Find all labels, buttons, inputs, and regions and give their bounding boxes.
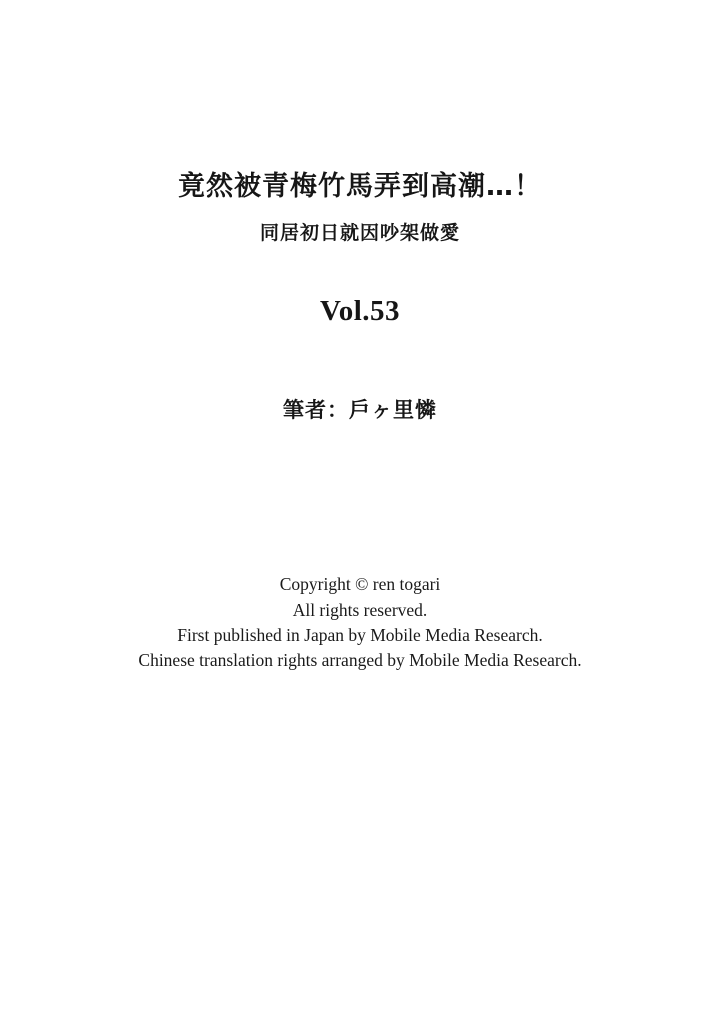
first-published-line: First published in Japan by Mobile Media Research. (177, 624, 543, 645)
sub-title: 同居初日就因吵架做愛 (259, 221, 460, 244)
volume-label: Vol.53 (319, 295, 401, 328)
all-rights-line: All rights reserved. (292, 599, 428, 620)
title-block (0, 170, 720, 245)
blank-band (122, 488, 598, 542)
main-title: 竟然被青梅竹馬弄到高潮…！ (178, 171, 542, 202)
translation-rights-line: Chinese translation rights arranged by Mobile Media Research. (138, 650, 582, 670)
copyright-line: Copyright © ren togari (279, 574, 441, 595)
rights-block (0, 572, 720, 673)
author-label: 筆者：戶ヶ里憐 (283, 398, 437, 423)
